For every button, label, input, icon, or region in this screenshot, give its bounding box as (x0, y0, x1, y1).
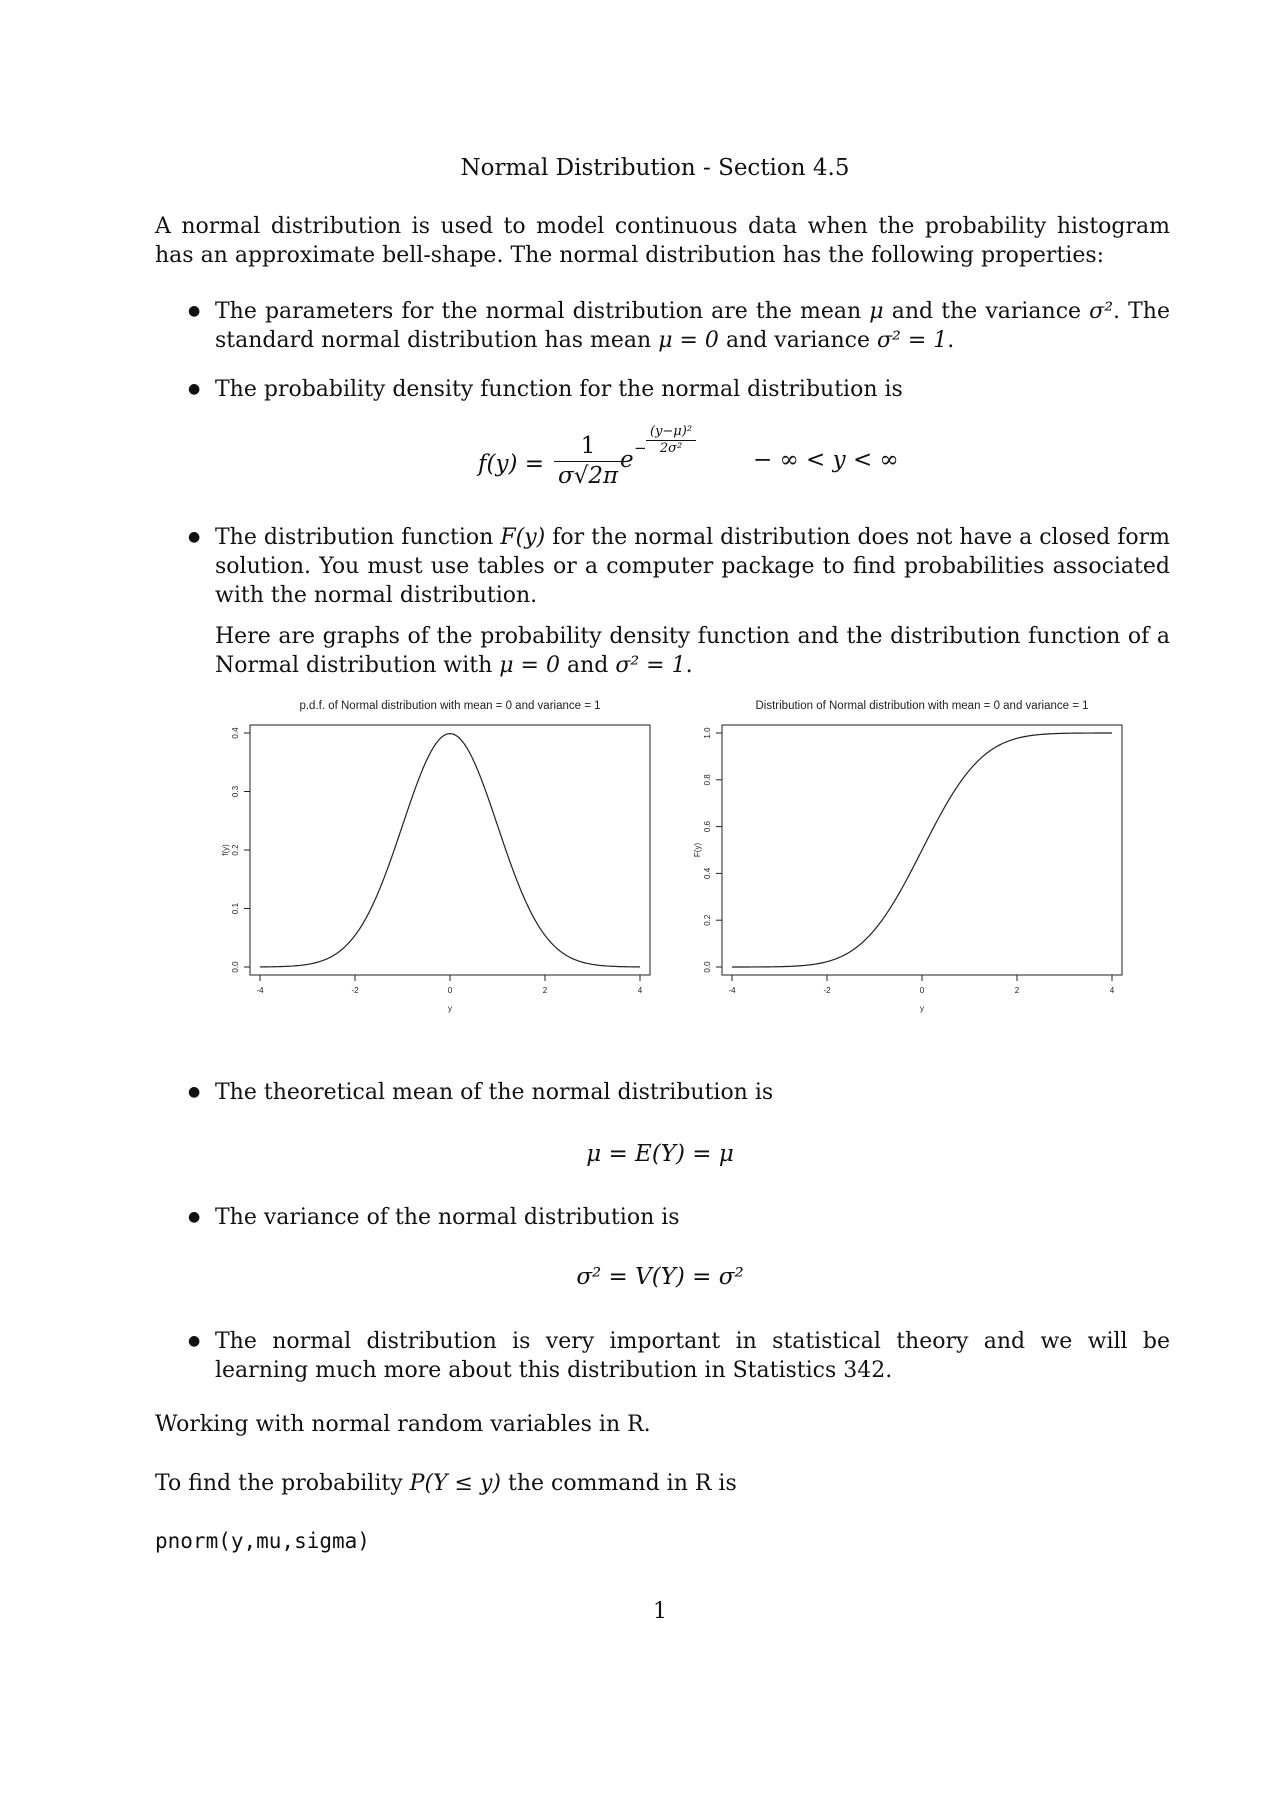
data-point (426, 760, 427, 761)
bullet-distribution-function: ● The distribution function F(y) for the normal distribution does not have a closed form solution. You must use tables or a computer package to find probabilities associated with the normal distribution. (188, 525, 1171, 608)
y-tick-label: 0.3 (231, 785, 240, 798)
mean-equation: μ = E(Y) = μ (586, 1141, 734, 1167)
y-tick-label: 0.4 (231, 727, 240, 739)
graphs-paragraph: Here are graphs of the probability density function and the distribution function of a Normal distribution with μ = 0 and σ² = 1. (215, 624, 1170, 678)
x-tick-label: 4 (637, 986, 643, 995)
data-point (544, 935, 545, 936)
cdf-chart (692, 695, 1142, 1025)
data-point (969, 770, 970, 771)
pdf-exponent: $\frac{\text{(y−μ)²}}{\text{2σ²}}$ (646, 424, 696, 457)
bullet-variance: ● The variance of the normal distribution is (188, 1205, 680, 1230)
variance-equation: σ² = V(Y) = σ² (576, 1264, 744, 1290)
y-tick-label: 0.8 (703, 774, 712, 786)
data-point (874, 929, 875, 930)
x-tick-label: -4 (256, 986, 264, 995)
data-point (1064, 733, 1065, 734)
x-axis-label: y (920, 1004, 924, 1013)
y-tick-label: 0.0 (231, 961, 240, 973)
plot-frame (250, 725, 650, 975)
y-tick-label: 0.4 (703, 867, 712, 879)
bullet-mean: ● The theoretical mean of the normal distribution is (188, 1080, 774, 1105)
data-point (898, 894, 899, 895)
data-point (921, 849, 922, 850)
pdf-equation: f(y) = $\frac{1}{\sigma√2\pi}$ e − $\frac{\text{(y−μ)²}}{\text{2σ²}}$ − ∞ < y < ∞ (478, 424, 899, 489)
data-point (354, 935, 355, 936)
data-point (945, 805, 946, 806)
data-point (497, 825, 498, 826)
data-point (826, 961, 827, 962)
data-point (1016, 738, 1017, 739)
chart-title: p.d.f. of Normal distribution with mean = 0 and variance = 1 (299, 700, 601, 712)
x-tick-label: 0 (447, 986, 453, 995)
data-point (1040, 734, 1041, 735)
x-axis-label: y (448, 1004, 452, 1013)
bullet-importance: ● The normal distribution is very important in statistical theory and we will be learning much more about this distribution in Statistics 342. (188, 1329, 1170, 1383)
data-point (993, 748, 994, 749)
y-tick-label: 1.0 (703, 727, 712, 739)
x-tick-label: 4 (1109, 986, 1115, 995)
data-point (850, 951, 851, 952)
data-point (402, 825, 403, 826)
chart-title: Distribution of Normal distribution with mean = 0 and variance = 1 (755, 700, 1089, 712)
data-point (331, 956, 332, 957)
r-command: pnorm(y,mu,sigma) (155, 1529, 370, 1553)
bullet-pdf: ● The probability density function for the normal distribution is (188, 377, 903, 402)
data-point (307, 964, 308, 965)
y-axis-label: F(y) (693, 842, 702, 858)
data-point (755, 966, 756, 967)
data-point (521, 891, 522, 892)
data-point (1111, 732, 1112, 733)
data-point (731, 966, 732, 967)
data-point (473, 760, 474, 761)
data-point (779, 966, 780, 967)
x-tick-label: 0 (919, 986, 925, 995)
x-tick-label: -4 (728, 986, 736, 995)
bullet-dot: ● (188, 1209, 201, 1225)
data-point (378, 891, 379, 892)
data-point (592, 964, 593, 965)
bullet-dot: ● (188, 303, 201, 319)
data-point (568, 956, 569, 957)
data-point (616, 966, 617, 967)
y-tick-label: 0.2 (703, 914, 712, 926)
data-point (639, 966, 640, 967)
page-number: 1 (653, 1599, 667, 1624)
page-title: Normal Distribution - Section 4.5 (460, 155, 850, 181)
r-prob-line: To find the probability P(Y ≤ y) the command in R is (155, 1471, 737, 1496)
intro-paragraph: A normal distribution is used to model continuous data when the probability histogram has an approximate bell-shape. The normal distribution has the following properties: (155, 214, 1170, 268)
series-line (260, 734, 640, 967)
data-point (1088, 732, 1089, 733)
bullet-parameters: ● The parameters for the normal distribution are the mean μ and the variance σ². The standard normal distribution has mean μ = 0 and variance σ² = 1. (188, 299, 1170, 353)
y-tick-label: 0.0 (703, 961, 712, 973)
bullet-dot: ● (188, 1084, 201, 1100)
data-point (803, 965, 804, 966)
y-tick-label: 0.1 (231, 902, 240, 915)
y-axis-label: f(y) (221, 844, 230, 856)
pdf-fraction: $\frac{1}{\sigma√2\pi}$ (554, 432, 622, 491)
data-point (283, 966, 284, 967)
x-tick-label: -2 (823, 986, 831, 995)
x-tick-label: 2 (542, 986, 548, 995)
x-tick-label: 2 (1014, 986, 1020, 995)
data-point (259, 966, 260, 967)
y-tick-label: 0.2 (231, 844, 240, 856)
y-tick-label: 0.6 (703, 821, 712, 833)
bullet-dot: ● (188, 1333, 201, 1349)
data-point (449, 733, 450, 734)
x-tick-label: -2 (351, 986, 359, 995)
bullet-dot: ● (188, 529, 201, 545)
r-heading: Working with normal random variables in R. (155, 1412, 651, 1437)
bullet-dot: ● (188, 381, 201, 397)
pdf-chart (220, 695, 670, 1025)
